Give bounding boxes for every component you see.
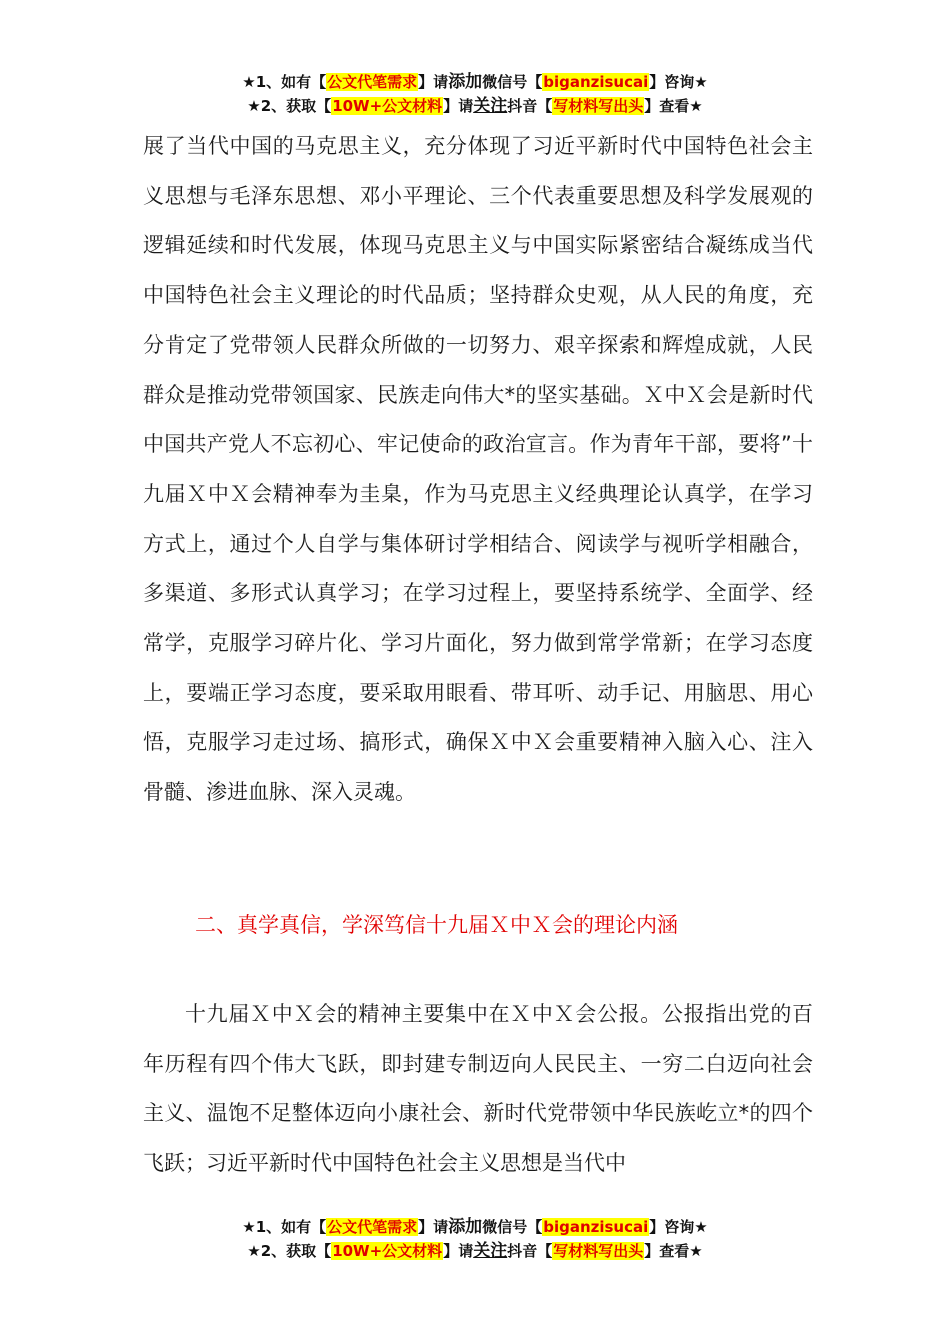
banner-text: ★2、获取【	[247, 97, 332, 115]
banner-text: 】请	[418, 73, 449, 91]
banner-text: 抖音【	[507, 1242, 553, 1260]
body-paragraph-1-container	[143, 122, 813, 818]
banner-line-1	[0, 1215, 950, 1239]
banner-emphasis: 添加	[448, 72, 483, 92]
body-paragraph-2: 十九届Ｘ中Ｘ会的精神主要集中在Ｘ中Ｘ会公报。公报指出党的百年历程有四个伟大飞跃，即封建专制迈向人民民主、一穷二白迈向社会主义、温饱不足整体迈向小康社会、新时代党带领中华民族屹立*的四个飞跃；习近平新时代中国特色社会主义思想是当代中	[143, 1002, 813, 1176]
banner-text: 】请	[443, 1242, 474, 1260]
highlight-wechat-id: biganzisucai	[543, 1218, 649, 1236]
banner-text: 微信号【	[482, 73, 543, 91]
banner-text: 微信号【	[482, 1218, 543, 1236]
banner-text: 】咨询★	[649, 1218, 708, 1236]
footer-banner	[0, 1215, 950, 1263]
highlight-service: 公文代笔需求	[327, 1218, 418, 1236]
banner-text: 】请	[443, 97, 474, 115]
body-paragraph-1: 展了当代中国的马克思主义，充分体现了习近平新时代中国特色社会主义思想与毛泽东思想、邓小平理论、三个代表重要思想及科学发展观的逻辑延续和时代发展，体现马克思主义与中国实际紧密结合凝练成当代中国特色社会主义理论的时代品质；坚持群众史观，从人民的角度，充分肯定了党带领人民群众所做的一切努力、艰辛探索和辉煌成就，人民群众是推动党带领国家、民族走向伟大*的坚实基础。Ｘ中Ｘ会是新时代中国共产党人不忘初心、牢记使命的政治宣言。作为青年干部，要将”十九届Ｘ中Ｘ会精神奉为圭臬，作为马克思主义经典理论认真学，在学习方式上，通过个人自学与集体研讨学相结合、阅读学与视听学相融合，多渠道、多形式认真学习；在学习过程上，要坚持系统学、全面学、经常学，克服学习碎片化、学习片面化，努力做到常学常新；在学习态度上，要端正学习态度，要采取用眼看、带耳听、动手记、用脑思、用心悟，克服学习走过场、搞形式，确保Ｘ中Ｘ会重要精神入脑入心、注入骨髓、渗进血脉、深入灵魂。	[143, 134, 813, 805]
highlight-douyin: 写材料写出头	[553, 97, 644, 115]
banner-text: 】查看★	[644, 97, 703, 115]
banner-text: 】查看★	[644, 1242, 703, 1260]
banner-emphasis: 添加	[448, 1217, 483, 1237]
banner-line-1	[0, 70, 950, 94]
highlight-materials: 10W+公文材料	[332, 97, 443, 115]
banner-line-2	[0, 1239, 950, 1263]
banner-emphasis: 关注	[473, 96, 508, 116]
banner-text: ★1、如有【	[242, 1218, 327, 1236]
banner-text: 】咨询★	[649, 73, 708, 91]
banner-text: 抖音【	[507, 97, 553, 115]
highlight-materials: 10W+公文材料	[332, 1242, 443, 1260]
body-paragraph-2-container	[143, 990, 813, 1189]
banner-text: 】请	[418, 1218, 449, 1236]
banner-text: ★2、获取【	[247, 1242, 332, 1260]
highlight-service: 公文代笔需求	[327, 73, 418, 91]
section-heading: 二、真学真信，学深笃信十九届Ｘ中Ｘ会的理论内涵	[195, 913, 678, 937]
banner-emphasis: 关注	[473, 1241, 508, 1261]
header-banner	[0, 70, 950, 118]
banner-line-2	[0, 94, 950, 118]
banner-text: ★1、如有【	[242, 73, 327, 91]
highlight-douyin: 写材料写出头	[553, 1242, 644, 1260]
highlight-wechat-id: biganzisucai	[543, 73, 649, 91]
